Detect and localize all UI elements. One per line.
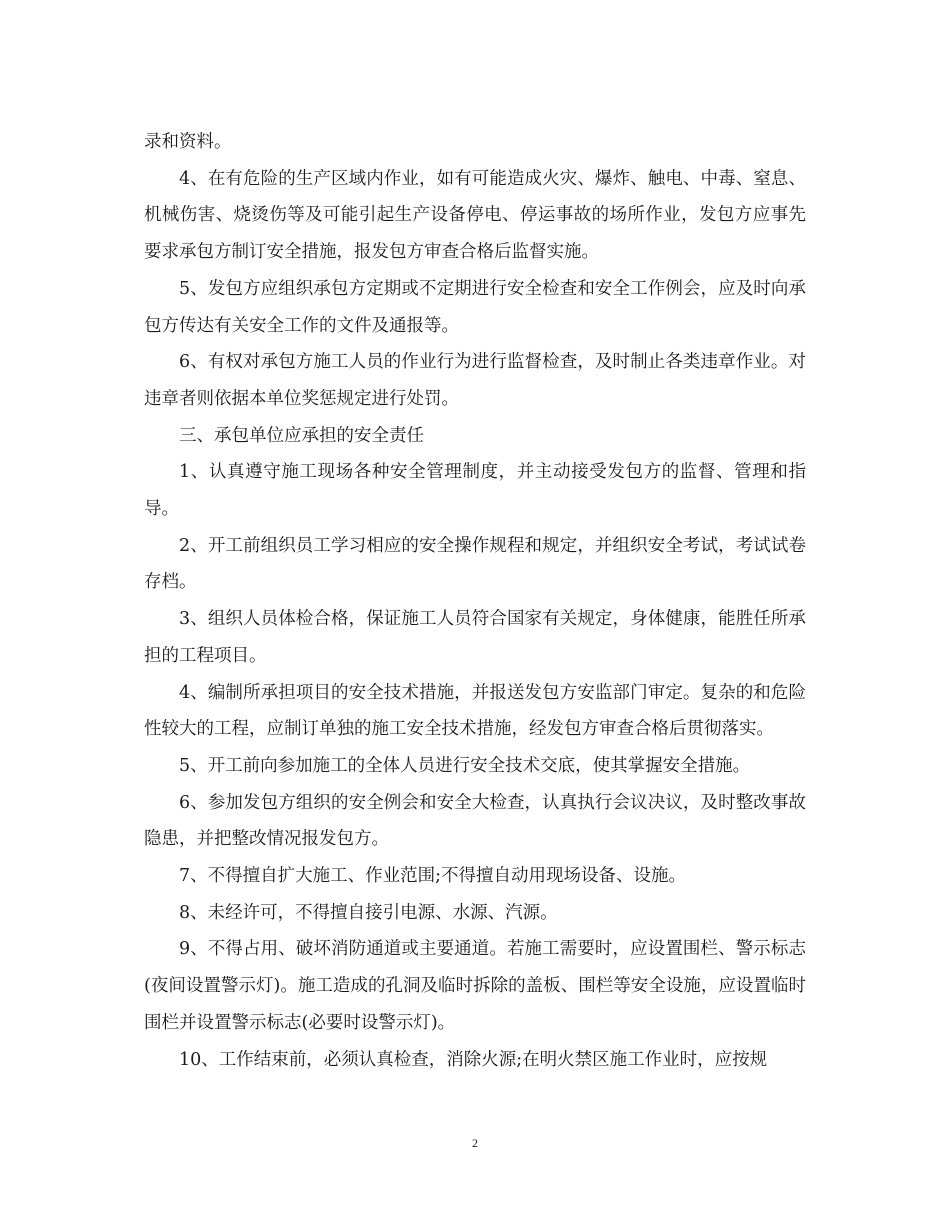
paragraph: 4、编制所承担项目的安全技术措施，并报送发包方安监部门审定。复杂的和危险性较大的工程，应制订单独的施工安全技术措施，经发包方审查合格后贯彻落实。: [144, 682, 806, 740]
document-body: [144, 124, 806, 1078]
paragraph: 9、不得占用、破坏消防通道或主要通道。若施工需要时，应设置围栏、警示标志(夜间设置警示灯)。施工造成的孔洞及临时拆除的盖板、围栏等安全设施，应设置临时围栏并设置警示标志(必要时设警示灯)。: [144, 939, 806, 1033]
paragraph: 6、有权对承包方施工人员的作业行为进行监督检查，及时制止各类违章作业。对违章者则依据本单位奖惩规定进行处罚。: [144, 352, 806, 409]
paragraph: 5、发包方应组织承包方定期或不定期进行安全检查和安全工作例会，应及时向承包方传达有关安全工作的文件及通报等。: [144, 278, 806, 336]
paragraph: 7、不得擅自扩大施工、作业范围;不得擅自动用现场设备、设施。: [179, 866, 687, 887]
paragraph: 5、开工前向参加施工的全体人员进行安全技术交底，使其掌握安全措施。: [179, 755, 751, 776]
paragraph: 4、在有危险的生产区域内作业，如有可能造成火灾、爆炸、触电、中毒、窒息、机械伤害、烧烫伤等及可能引起生产设备停电、停运事故的场所作业，发包方应事先要求承包方制订安全措施，报发包方审查合格后监督实施。: [144, 168, 806, 263]
paragraph: 1、认真遵守施工现场各种安全管理制度，并主动接受发包方的监督、管理和指导。: [144, 462, 806, 520]
paragraph: 2、开工前组织员工学习相应的安全操作规程和规定，并组织安全考试，考试试卷存档。: [144, 535, 806, 593]
paragraph: 10、工作结束前，必须认真检查，消除火源;在明火禁区施工作业时，应按规: [179, 1049, 768, 1070]
page-number: 2: [472, 1136, 478, 1150]
paragraph: 6、参加发包方组织的安全例会和安全大检查，认真执行会议决议，及时整改事故隐患，并把整改情况报发包方。: [144, 792, 806, 850]
section-heading: 三、承包单位应承担的安全责任: [179, 425, 424, 446]
paragraph: 8、未经许可，不得擅自接引电源、水源、汽源。: [179, 902, 558, 923]
paragraph: 录和资料。: [144, 132, 232, 152]
paragraph: 3、组织人员体检合格，保证施工人员符合国家有关规定，身体健康，能胜任所承担的工程项目。: [144, 609, 806, 666]
